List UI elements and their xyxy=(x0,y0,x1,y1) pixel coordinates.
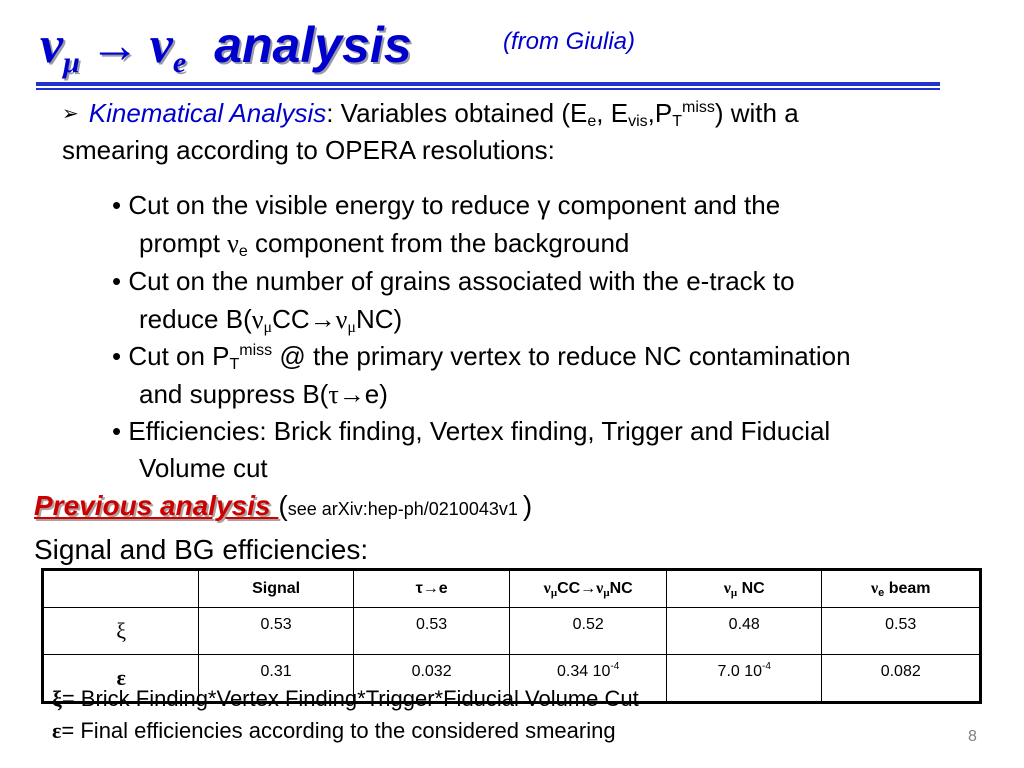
header-tau-e: τ→e xyxy=(353,570,509,608)
bullet-dot-icon: • xyxy=(112,341,122,371)
header-numu-cc: $\nu_\mu CC\to\nu_\mu NC$ xyxy=(510,570,667,608)
signal-bg-heading: Signal and BG efficiencies: xyxy=(34,534,369,565)
previous-analysis-title: Previous analysis xyxy=(34,490,279,521)
intro-line-1: ➢ Kinematical Analysis: Variables obtained ($E_e$, $E_{vis},P_T^{miss}$) with a xyxy=(62,98,799,130)
title-word: analysis xyxy=(214,17,412,73)
cell-eps-numu-cc: 0.34 $10^{-4}$ xyxy=(510,655,667,703)
table-header-row xyxy=(43,570,981,608)
header-nue-beam: $\nu_e$ beam xyxy=(822,570,981,608)
bullet-dot-icon: • xyxy=(112,266,122,296)
cell-xi-signal: 0.53 xyxy=(199,608,354,655)
note-xi-definition: ξ= Brick Finding*Vertex Finding*Trigger*Fiducial Volume Cut xyxy=(52,686,639,711)
title-nu-mu: $\nu_\mu$ xyxy=(40,17,80,79)
title-nu-e: $\nu_e$ xyxy=(149,17,187,79)
table-row xyxy=(43,608,981,655)
intro-line-2: smearing according to OPERA resolutions: xyxy=(62,135,555,165)
bullet-visible-energy: • Cut on the visible energy to reduce γ component and the xyxy=(112,190,781,220)
bullet-pt-miss: • Cut on $P_T^{miss}$ @ the primary vertex to reduce NC contamination xyxy=(112,341,851,373)
row-label-epsilon: ε xyxy=(43,655,199,703)
bullet-dot-icon: • xyxy=(112,190,122,220)
arrow-bullet-icon: ➢ xyxy=(62,103,79,125)
arxiv-reference: see arXiv:hep-ph/0210043v1 xyxy=(287,499,523,519)
bullet-grains: • Cut on the number of grains associated with the e-track to xyxy=(112,266,795,296)
cell-xi-nue: 0.53 xyxy=(822,608,981,655)
bullet-pt-miss-cont: and suppress B(τ→e) xyxy=(139,379,388,409)
previous-analysis-line: Previous analysis (see arXiv:hep-ph/0210043v1 ) xyxy=(34,490,533,521)
header-signal: Signal xyxy=(199,570,354,608)
bullet-efficiencies-cont: Volume cut xyxy=(139,453,268,483)
note-epsilon-definition: ε= Final efficiencies according to the considered smearing xyxy=(52,718,616,743)
cell-xi-numu-nc: 0.48 xyxy=(667,608,822,655)
bullet-visible-energy-cont: prompt $\nu_e$ component from the background xyxy=(139,228,630,260)
page-number: 8 xyxy=(968,728,977,745)
cell-eps-numu-nc: 7.0 $10^{-4}$ xyxy=(667,655,822,703)
slide-title xyxy=(40,10,412,80)
row-label-xi: ξ xyxy=(43,608,199,655)
bullet-efficiencies: • Efficiencies: Brick finding, Vertex finding, Trigger and Fiducial xyxy=(112,416,831,446)
title-underline-thin xyxy=(36,88,940,90)
bullet-dot-icon: • xyxy=(112,416,122,446)
header-empty xyxy=(43,570,199,608)
title-arrow: → xyxy=(89,17,140,73)
credit-note: (from Giulia) xyxy=(503,28,636,55)
cell-eps-signal: 0.31 xyxy=(199,655,354,703)
cell-eps-tau-e: 0.032 xyxy=(353,655,509,703)
kinematical-analysis-heading: Kinematical Analysis xyxy=(88,98,327,128)
title-underline xyxy=(36,82,940,86)
bullet-grains-cont: reduce $B(\nu_\mu CC\to\nu_\mu NC)$ xyxy=(139,304,403,336)
cell-xi-numu-cc: 0.52 xyxy=(510,608,667,655)
cell-eps-nue: 0.082 xyxy=(822,655,981,703)
header-numu-nc: $\nu_\mu$ NC xyxy=(667,570,822,608)
cell-xi-tau-e: 0.53 xyxy=(353,608,509,655)
